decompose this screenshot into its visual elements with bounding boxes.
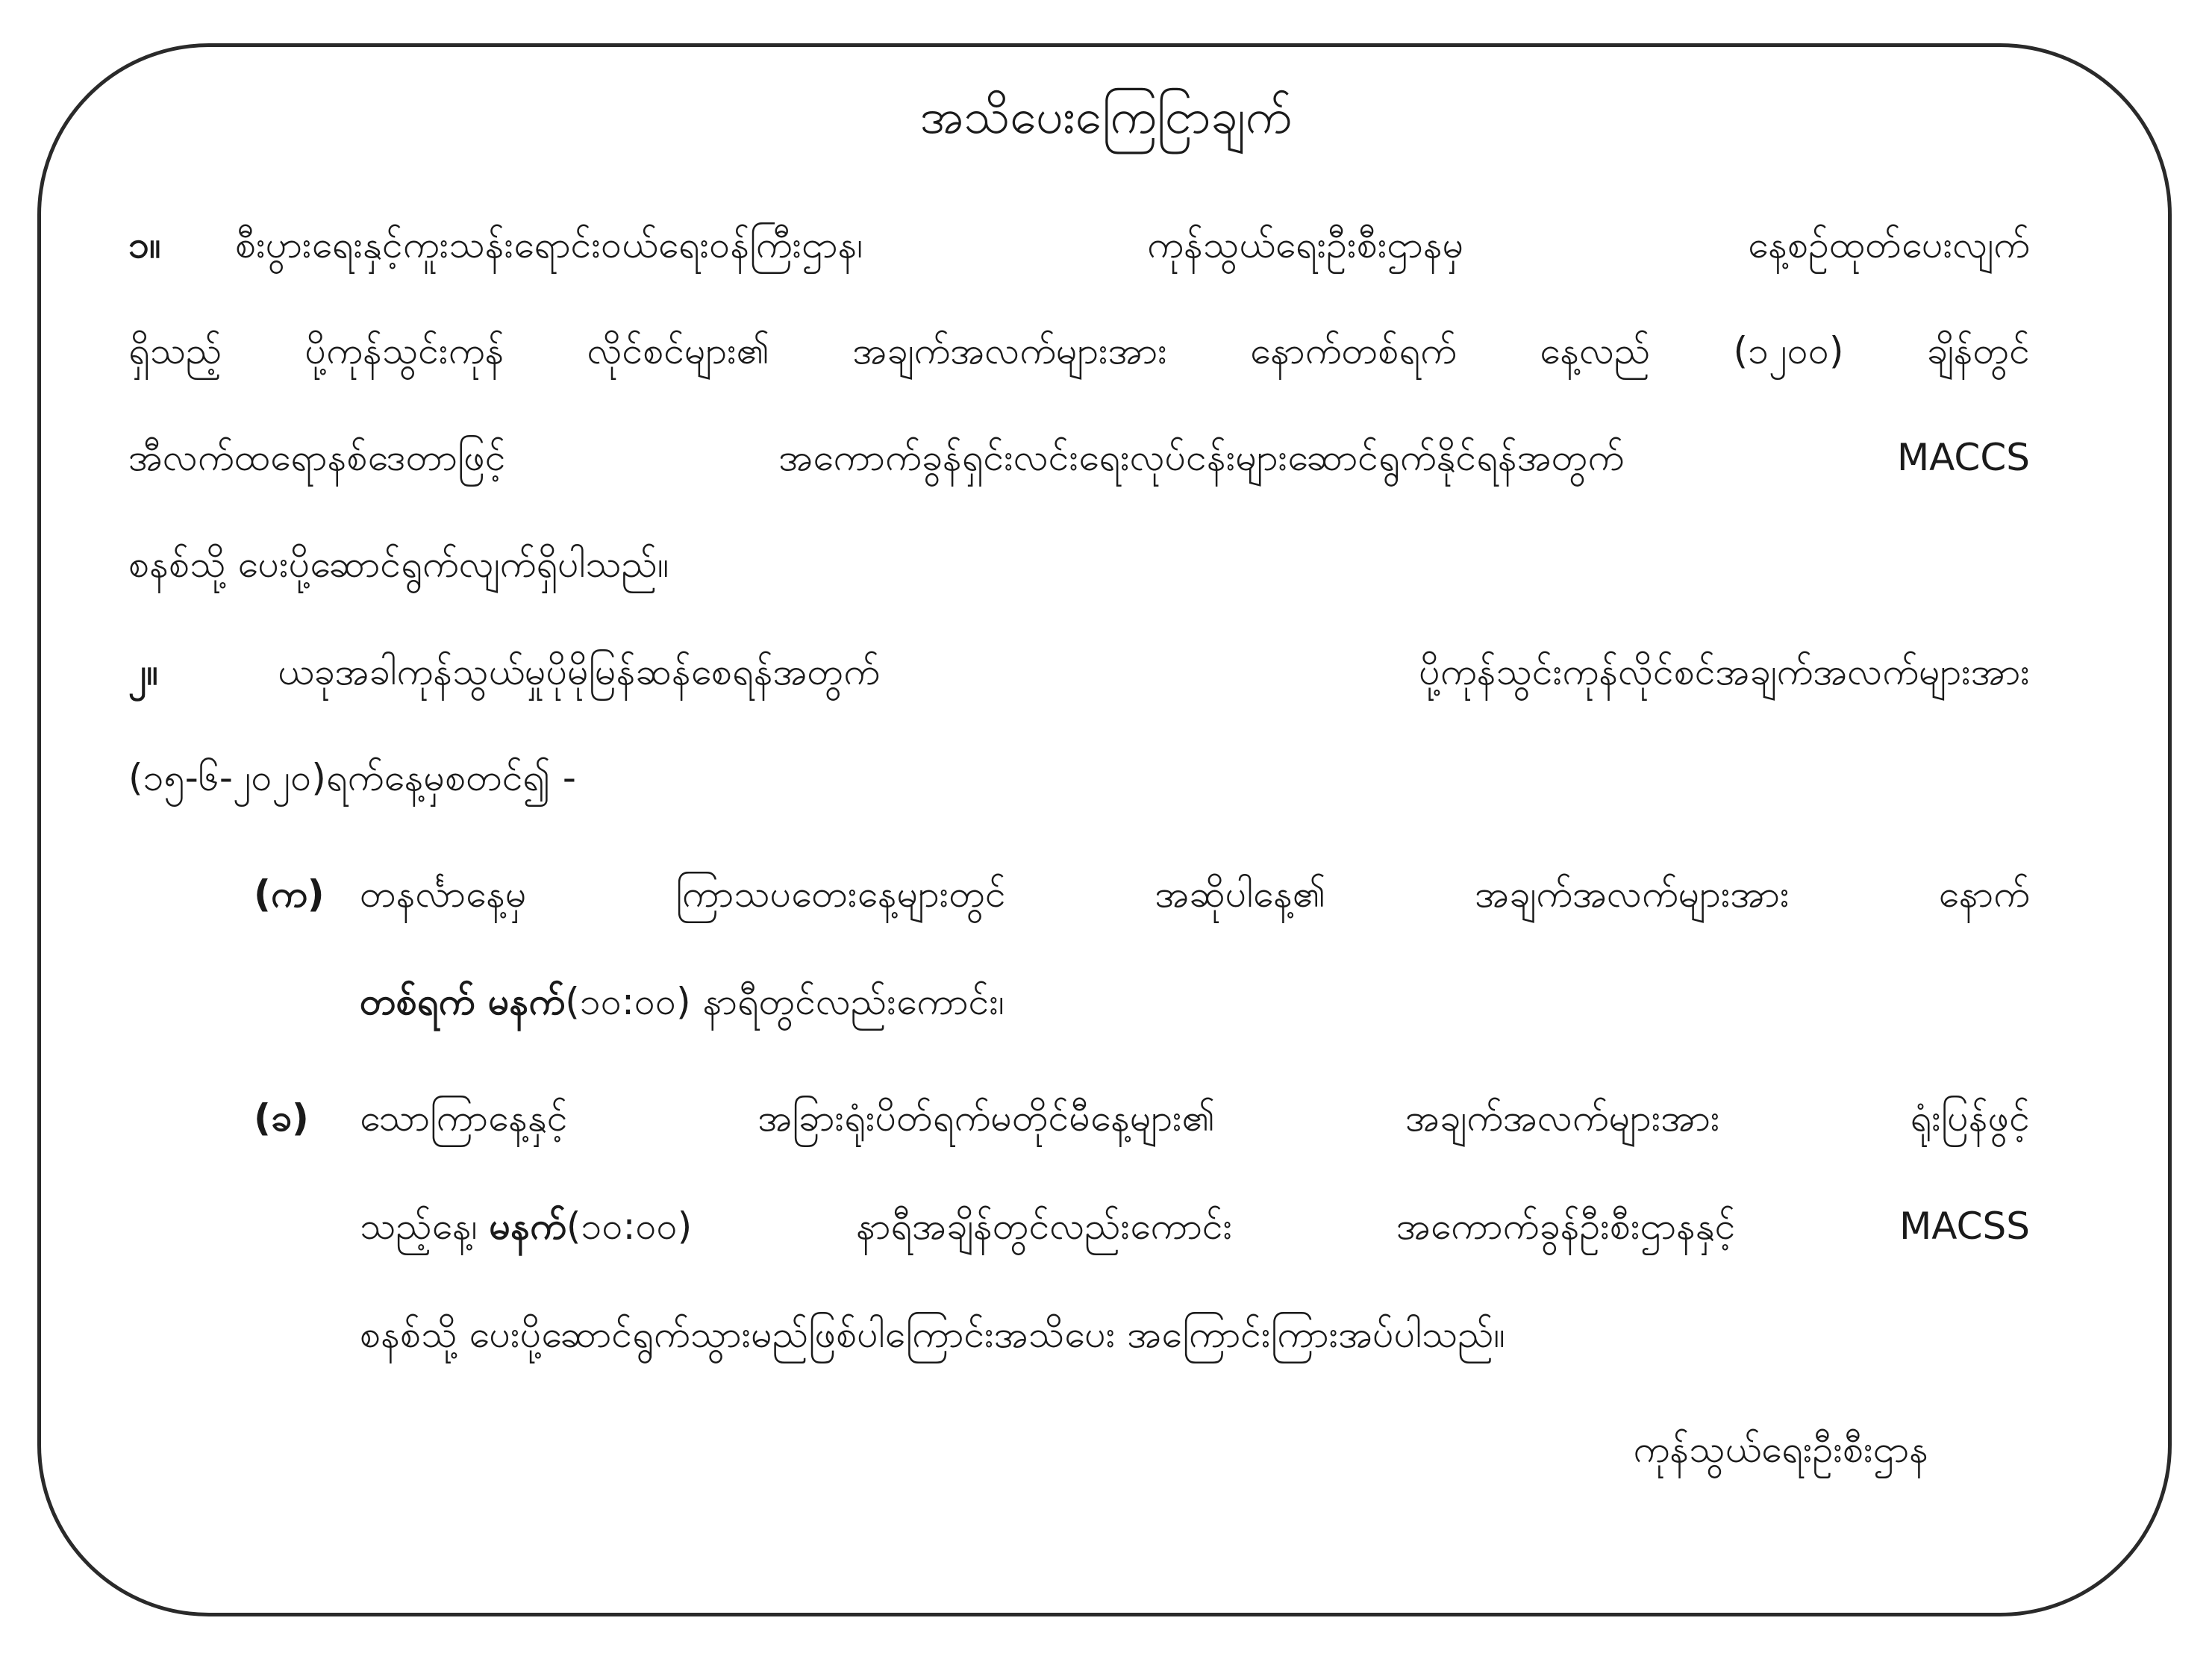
para1-line2-word: ပို့ကုန်သွင်းကုန် — [304, 329, 504, 372]
item-b-line2 — [360, 1196, 2030, 1256]
item-b-label: (ခ) — [254, 1096, 309, 1140]
item-b-line2-lead — [360, 1196, 692, 1256]
item-a-line1-word: တနင်္လာနေ့မှ — [360, 872, 527, 916]
para2-line1 — [278, 642, 2030, 702]
para1-line2-word: နေ့လည် — [1540, 329, 1651, 372]
para1-line2-word: ရှိသည့် — [128, 329, 222, 372]
para2-line2: (၁၅-၆-၂၀၂၀)ရက်နေ့မှစတင်၍ - — [128, 756, 576, 799]
item-a-line1-word: အချက်အလက်များအား — [1475, 872, 1790, 916]
item-a-line1-word: နောက် — [1938, 872, 2030, 916]
para1-line1-word: စီးပွားရေးနှင့်ကူးသန်းရောင်းဝယ်ရေးဝန်ကြီးဌာန၊ — [235, 223, 863, 266]
signature: ကုန်သွယ်ရေးဦးစီးဌာန — [1633, 1428, 1928, 1471]
para1-line2 — [128, 321, 2030, 381]
para1-line1 — [235, 215, 2030, 275]
item-a-line2 — [360, 972, 1005, 1031]
item-a-label: (က) — [254, 872, 325, 916]
item-a-line2-bold: တစ်ရက် မနက် — [360, 980, 566, 1023]
para2-line1-word: ပို့ကုန်သွင်းကုန်လိုင်စင်အချက်အလက်များအား — [1419, 650, 2030, 693]
item-b-line1-word: သောကြာနေ့နှင့် — [360, 1096, 568, 1140]
para1-line4: စနစ်သို့ ပေးပို့ဆောင်ရွက်လျက်ရှိပါသည်။ — [128, 543, 669, 586]
item-a-line2-rest: (၁၀:၀၀) နာရီတွင်လည်းကောင်း၊ — [565, 980, 1005, 1023]
notice-frame — [37, 43, 2172, 1616]
item-b-line2-pre: သည့်နေ့၊ — [360, 1205, 478, 1248]
item-b-line1 — [360, 1088, 2030, 1148]
para1-line2-word: အချက်အလက်များအား — [852, 329, 1167, 372]
item-b-line1-word: ရုံးပြန်ဖွင့် — [1910, 1096, 2030, 1140]
item-b-line2-bold: မနက် — [489, 1205, 566, 1248]
para1-line3 — [128, 428, 2030, 487]
para1-line3-word: အကောက်ခွန်ရှင်းလင်းရေးလုပ်ငန်းများဆောင်ရွက်နိုင်ရန်အတွက် — [778, 436, 1625, 479]
item-a-line1-word: အဆိုပါနေ့၏ — [1155, 872, 1326, 916]
item-a-line1-word: ကြာသပတေးနေ့များတွင် — [675, 872, 1006, 916]
para2-number: ၂။ — [128, 650, 158, 693]
para2-line1-word: ယခုအခါကုန်သွယ်မှုပိုမိုမြန်ဆန်စေရန်အတွက် — [278, 650, 881, 693]
item-b-line2-word: နာရီအချိန်တွင်လည်းကောင်း — [855, 1205, 1233, 1248]
item-b-line1-word: အချက်အလက်များအား — [1405, 1096, 1720, 1140]
para1-line3-word: အီလက်ထရောနစ်ဒေတာဖြင့် — [128, 436, 506, 479]
item-b-line2-word: အကောက်ခွန်ဦးစီးဌာနနှင့် — [1396, 1205, 1736, 1248]
para1-line1-word: ကုန်သွယ်ရေးဦးစီးဌာနမှ — [1147, 223, 1464, 266]
para1-line1-word: နေ့စဉ်ထုတ်ပေးလျက် — [1748, 223, 2030, 266]
item-b-line3: စနစ်သို့ ပေးပို့ဆောင်ရွက်သွားမည်ဖြစ်ပါကြောင်းအသိပေး အကြောင်းကြားအပ်ပါသည်။ — [360, 1313, 1505, 1356]
para1-line2-word: (၁၂၀၀) — [1733, 329, 1844, 372]
item-b-line2-word: (၁၀:၀၀) — [566, 1205, 693, 1248]
para1-line2-word: ချိန်တွင် — [1926, 329, 2030, 372]
item-b-line2-word: MACSS — [1899, 1205, 2030, 1248]
para1-number: ၁။ — [128, 223, 161, 266]
para1-line2-word: နောက်တစ်ရက် — [1250, 329, 1457, 372]
para1-line3-word: MACCS — [1896, 436, 2030, 479]
item-b-line1-word: အခြားရုံးပိတ်ရက်မတိုင်မီနေ့များ၏ — [757, 1096, 1216, 1140]
notice-title: အသိပေးကြေငြာချက် — [919, 90, 1293, 145]
para1-line2-word: လိုင်စင်များ၏ — [587, 329, 770, 372]
item-a-line1 — [360, 864, 2030, 924]
